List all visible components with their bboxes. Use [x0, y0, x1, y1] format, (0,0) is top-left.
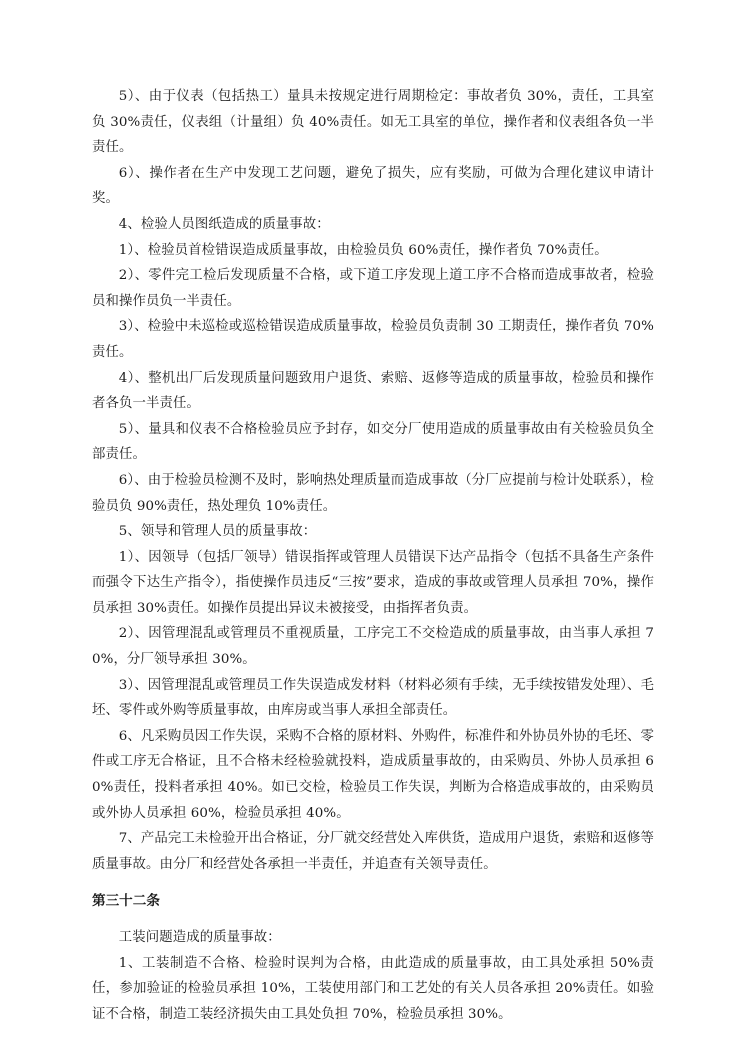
paragraph: 6、凡采购员因工作失误，采购不合格的原材料、外购件，标准件和外协员外协的毛坯、零件或工序无合格证，且不合格未经检验就投料，造成质量事故的，由采购员、外协人员承担 60%责任，投料者承担 40%。如已交检，检验员工作失误，判断为合格造成事故的，由采购员或外协人员承担 60%，检验员承担 40%。 [92, 728, 654, 821]
document-body [92, 84, 654, 1027]
paragraph: 2）、因管理混乱或管理员不重视质量，工序完工不交检造成的质量事故，由当事人承担 70%，分厂领导承担 30%。 [92, 626, 654, 668]
paragraph: 6）、操作者在生产中发现工艺问题，避免了损失，应有奖励，可做为合理化建议申请计奖。 [92, 165, 654, 207]
section-title: 5、领导和管理人员的质量事故： [118, 524, 317, 540]
paragraph: 1）、因领导（包括厂领导）错误指挥或管理人员错误下达产品指令（包括不具备生产条件而强令下达生产指令），指使操作员违反“三按”要求，造成的事故或管理人员承担 70%，操作员承担 30%责任。如操作员提出异议未被接受，由指挥者负责。 [92, 549, 654, 616]
paragraph: 1）、检验员首检错误造成质量事故，由检验员负 60%责任，操作者负 70%责任。 [118, 242, 608, 258]
paragraph: 2）、零件完工检后发现质量不合格，或下道工序发现上道工序不合格而造成事故者，检验员和操作员负一半责任。 [92, 268, 654, 309]
paragraph: 1、工装制造不合格、检验时误判为合格，由此造成的质量事故，由工具处承担 50%责任，参加验证的检验员承担 10%，工装使用部门和工艺处的有关人员各承担 20%责任。如验证不合格，制造工装经济损失由工具处负担 70%，检验员承担 30%。 [92, 955, 654, 1022]
paragraph: 3）、检验中未巡检或巡检错误造成质量事故，检验员负责制 30 工期责任，操作者负 70%责任。 [92, 319, 654, 360]
article-heading: 第三十二条 [92, 893, 160, 910]
paragraph: 4）、整机出厂后发现质量问题致用户退货、索赔、返修等造成的质量事故，检验员和操作者各负一半责任。 [92, 370, 654, 412]
paragraph: 5）、由于仪表（包括热工）量具未按规定进行周期检定：事故者负 30%，责任，工具室负 30%责任，仪表组（计量组）负 40%责任。如无工具室的单位，操作者和仪表组各负一半责任。 [92, 89, 654, 156]
section-title: 工装问题造成的质量事故： [118, 930, 281, 945]
paragraph: 5）、量具和仪表不合格检验员应予封存，如交分厂使用造成的质量事故由有关检验员负全部责任。 [92, 421, 654, 463]
section-title: 4、检验人员图纸造成的质量事故： [118, 216, 330, 232]
paragraph: 3）、因管理混乱或管理员工作失误造成发材料（材料必须有手续，无手续按错发处理）、毛坯、零件或外购等质量事故，由库房或当事人承担全部责任。 [92, 677, 654, 719]
paragraph: 7、产品完工未检验开出合格证，分厂就交经营处入库供货，造成用户退货，索赔和返修等质量事故。由分厂和经营处各承担一半责任，并追查有关领导责任。 [92, 831, 654, 872]
paragraph: 6）、由于检验员检测不及时，影响热处理质量而造成事故（分厂应提前与检计处联系），检验员负 90%责任，热处理负 10%责任。 [92, 472, 654, 514]
